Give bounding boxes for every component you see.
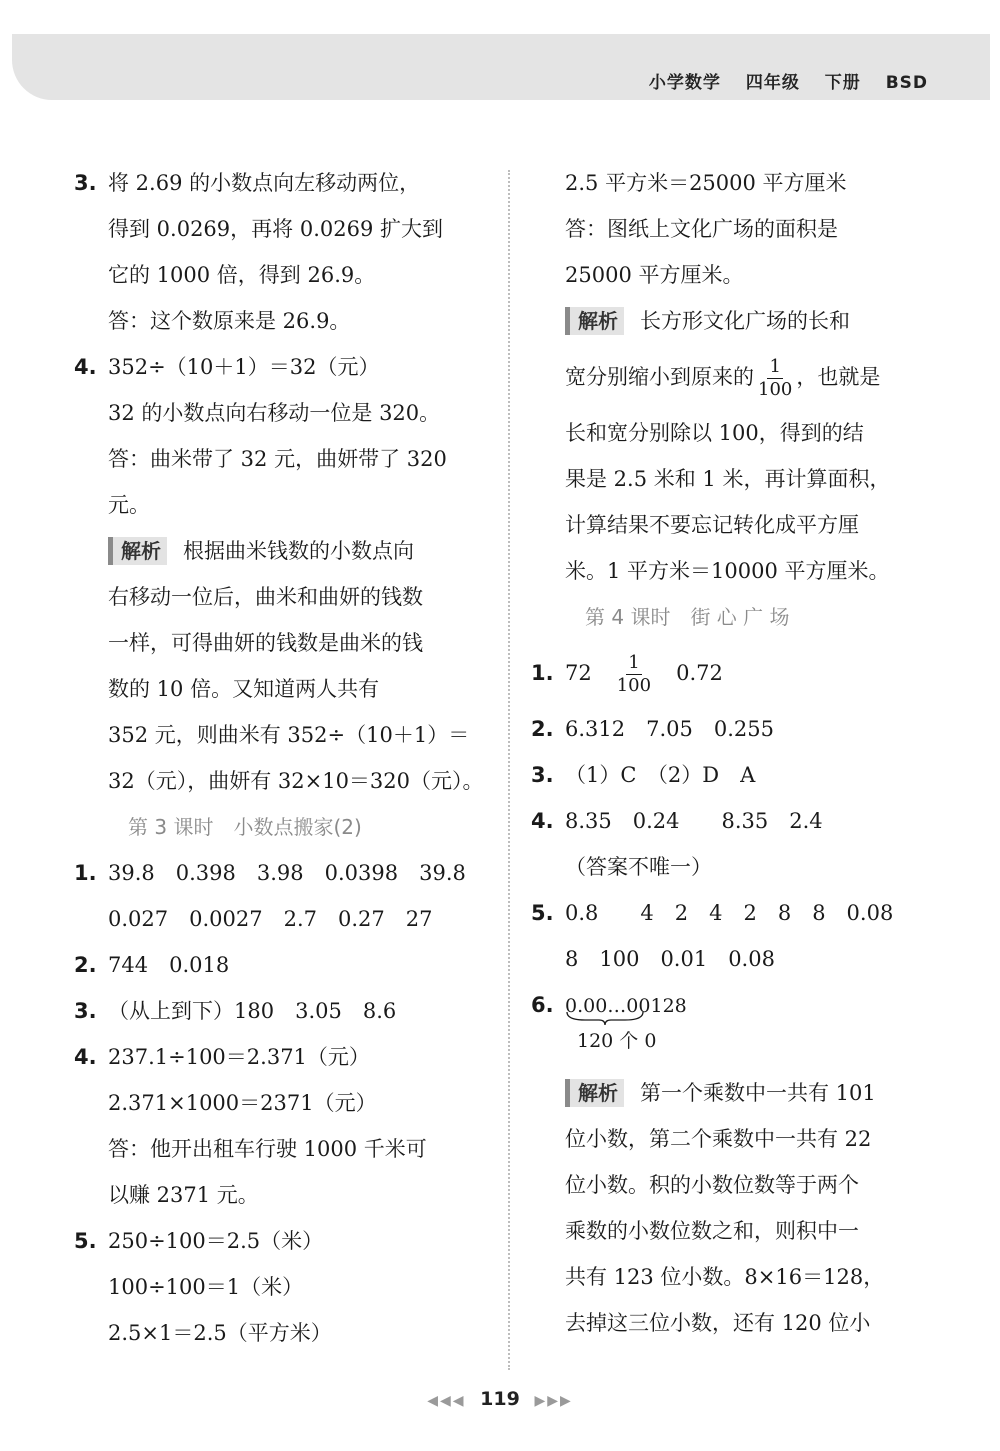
answer-line: 3. 将 2.69 的小数点向左移动两位， xyxy=(108,160,488,206)
analysis-line: 一样，可得曲妍的钱数是曲米的钱 xyxy=(108,631,423,655)
header-volume: 下册 xyxy=(824,73,861,93)
answer-line: 3. （从上到下）180 3.05 8.6 xyxy=(108,988,488,1034)
analysis-tag: 解析 xyxy=(565,307,624,335)
analysis-line: 长和宽分别除以 100，得到的结 xyxy=(565,421,864,445)
analysis-line: 计算结果不要忘记转化成平方厘 xyxy=(565,513,859,537)
answer-line: 答：图纸上文化广场的面积是 xyxy=(565,217,838,241)
column-divider xyxy=(508,170,510,1370)
answer-line: 3. （1）C （2）D A xyxy=(565,752,935,798)
answer-line: 0.027 0.0027 2.7 0.27 27 xyxy=(108,907,433,931)
analysis-line: 352 元，则曲米有 352÷（10＋1）＝ xyxy=(108,723,470,747)
page-number: 119 xyxy=(480,1388,520,1410)
analysis-line: 右移动一位后，曲米和曲妍的钱数 xyxy=(108,585,423,609)
header-grade: 四年级 xyxy=(745,73,800,93)
brace-expression: 0.00…00128 120 个 0 xyxy=(565,995,687,1052)
analysis-line: 米。1 平方米＝10000 平方厘米。 xyxy=(565,559,890,583)
page-footer xyxy=(0,1388,1000,1410)
section-title: 第 4 课时 街 心 广 场 xyxy=(585,605,790,629)
answer-line: 答：他开出租车行驶 1000 千米可 xyxy=(108,1137,427,1161)
header-edition: BSD xyxy=(885,73,928,93)
question-number: 3. xyxy=(74,999,97,1023)
question-number: 5. xyxy=(531,901,554,925)
answer-line: 元。 xyxy=(108,493,150,517)
prev-arrows-icon: ◀◀◀ xyxy=(427,1393,466,1409)
answer-line: 5. 250÷100＝2.5（米） xyxy=(108,1218,488,1264)
analysis-line: 去掉这三位小数，还有 120 位小 xyxy=(565,1311,871,1335)
answer-line: 答：曲米带了 32 元，曲妍带了 320 xyxy=(108,447,447,471)
header-subject: 小学数学 xyxy=(648,73,721,93)
question-number: 2. xyxy=(531,717,554,741)
analysis-line: 解析 第一个乘数中一共有 101 xyxy=(565,1070,935,1116)
answer-line: 得到 0.0269，再将 0.0269 扩大到 xyxy=(108,217,443,241)
answer-line: 答：这个数原来是 26.9。 xyxy=(108,309,351,333)
analysis-line: 解析 根据曲米钱数的小数点向 xyxy=(108,528,488,574)
answer-line: 它的 1000 倍，得到 26.9。 xyxy=(108,263,376,287)
analysis-line: 宽分别缩小到原来的 $\frac{1}{100}$ ，也就是 xyxy=(565,356,881,400)
analysis-line: 位小数。积的小数位数等于两个 xyxy=(565,1173,859,1197)
analysis-line: 位小数，第二个乘数中一共有 22 xyxy=(565,1127,872,1151)
analysis-line: 解析 长方形文化广场的长和 xyxy=(565,298,935,344)
next-arrows-icon: ▶▶▶ xyxy=(534,1393,573,1409)
question-number: 5. xyxy=(74,1229,97,1253)
answer-line: 2.5 平方米＝25000 平方厘米 xyxy=(565,171,847,195)
answer-line: 8 100 0.01 0.08 xyxy=(565,947,775,971)
question-number: 4. xyxy=(74,355,97,379)
question-number: 3. xyxy=(74,171,97,195)
answer-line: 2. 6.312 7.05 0.255 xyxy=(565,706,935,752)
answer-line: 100÷100＝1（米） xyxy=(108,1275,304,1299)
answer-line: 25000 平方厘米。 xyxy=(565,263,744,287)
right-column xyxy=(531,160,935,1346)
fraction: $\frac{1}{100}$ xyxy=(616,652,652,696)
analysis-tag: 解析 xyxy=(108,537,167,565)
question-number: 1. xyxy=(531,661,554,685)
answer-line: 32 的小数点向右移动一位是 320。 xyxy=(108,401,441,425)
answer-line: 2.371×1000＝2371（元） xyxy=(108,1091,377,1115)
answer-line: 1. 72 $\frac{1}{100}$ 0.72 xyxy=(565,640,935,706)
answer-line: 以赚 2371 元。 xyxy=(108,1183,259,1207)
answer-line: 5. 0.8 4 2 4 2 8 8 0.08 xyxy=(565,890,935,936)
question-number: 4. xyxy=(74,1045,97,1069)
question-number: 2. xyxy=(74,953,97,977)
left-column xyxy=(74,160,488,1356)
question-number: 4. xyxy=(531,809,554,833)
question-number: 3. xyxy=(531,763,554,787)
section-title: 第 3 课时 小数点搬家(2) xyxy=(128,815,362,839)
answer-line: 1. 39.8 0.398 3.98 0.0398 39.8 xyxy=(108,850,488,896)
answer-line: 4. 352÷（10＋1）＝32（元） xyxy=(108,344,488,390)
analysis-line: 共有 123 位小数。8×16＝128， xyxy=(565,1265,885,1289)
analysis-tag: 解析 xyxy=(565,1079,624,1107)
answer-line: 4. 8.35 0.24 8.35 2.4 xyxy=(565,798,935,844)
question-number: 6. xyxy=(531,993,554,1017)
answer-line: 2. 744 0.018 xyxy=(108,942,488,988)
analysis-line: 果是 2.5 米和 1 米，再计算面积， xyxy=(565,467,891,491)
question-number: 1. xyxy=(74,861,97,885)
analysis-line: 32（元），曲妍有 32×10＝320（元）。 xyxy=(108,769,484,793)
analysis-line: 乘数的小数位数之和，则积中一 xyxy=(565,1219,859,1243)
answer-line xyxy=(531,982,935,1070)
header-info xyxy=(631,68,928,93)
answer-line: （答案不唯一） xyxy=(565,855,712,879)
answer-line: 4. 237.1÷100＝2.371（元） xyxy=(108,1034,488,1080)
fraction: $\frac{1}{100}$ xyxy=(758,356,793,400)
answer-line: 2.5×1＝2.5（平方米） xyxy=(108,1321,332,1345)
analysis-line: 数的 10 倍。又知道两人共有 xyxy=(108,677,380,701)
